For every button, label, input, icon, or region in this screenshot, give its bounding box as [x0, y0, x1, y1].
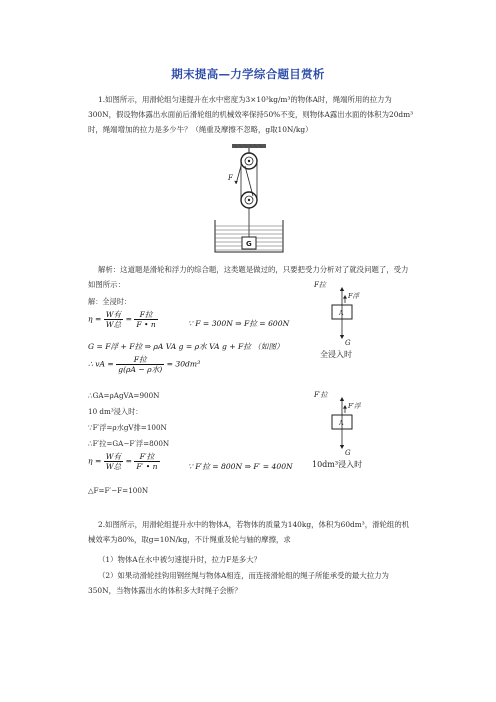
svg-text:全浸入时: 全浸入时 — [320, 350, 352, 359]
pull-force-result-1: ∵ F = 300N ⇒ F拉 = 600N — [188, 319, 290, 328]
force-increase-result: △F=F′−F=100N — [88, 486, 149, 495]
pull-force-result-2: ∵ F′拉 = 800N ⇒ F′ = 400N — [188, 462, 293, 471]
weight-result: ∴GA=ρAgVA=900N — [88, 391, 160, 400]
solution-heading: 解：全浸时： — [88, 297, 132, 306]
svg-text:G: G — [345, 449, 351, 457]
volume-formula: ∴ vA = $\frac{\text{F拉}}{\text{g(ρA − ρ水)}}$ = 30dm³ — [88, 355, 201, 374]
svg-text:A: A — [339, 420, 344, 427]
analysis-intro: 解析：这道题是滑轮和浮力的综合题，这类题是做过的，只要把受力分析对了就没问题了，受力如图所示： — [88, 265, 409, 289]
svg-text:F′浮: F′浮 — [348, 402, 361, 410]
force-diagram-partial — [312, 389, 396, 473]
page-title: 期末提高—力学综合题目赏析 — [171, 67, 325, 81]
svg-text:F′拉: F′拉 — [314, 391, 328, 399]
buoyancy-result: ∵F′浮=ρ水gV排=100N — [88, 423, 167, 432]
force-balance-formula: G = F浮 + F拉 ⇒ ρA VA g = ρ水 VA g + F拉 （如图） — [88, 342, 284, 351]
efficiency-formula-2: η = $\frac{\text{W有}}{\text{W总}}$ = $\frac{\text{F′拉}}{F' • n}$ — [88, 452, 158, 471]
pull-result-2: ∴F′拉=GA−F′浮=800N — [88, 439, 170, 448]
svg-text:F拉: F拉 — [314, 281, 326, 289]
efficiency-formula-1: η = $\frac{\text{W有}}{\text{W总}}$ = $\frac{\text{F拉}}{F • n}$ — [88, 310, 156, 329]
svg-text:G: G — [246, 240, 252, 248]
force-diagram-full — [312, 279, 392, 363]
force-F-label: F — [228, 174, 233, 182]
question-1-text: 1.如图所示，用滑轮组匀速提升在水中密度为3×10³kg/m³的物体A时，绳端所用的拉力为300N，假设物体露出水面前后滑轮组的机械效率保持50%不变，则物体A露出水面的体积为20dm³时，绳端增加的拉力是多少牛？（绳重及摩擦不忽略，g取10N/kg） — [88, 95, 414, 134]
partial-immersion-heading: 10 dm³浸入时： — [88, 407, 143, 416]
svg-text:10dm³浸入时: 10dm³浸入时 — [312, 460, 363, 469]
svg-text:F浮: F浮 — [348, 292, 360, 300]
svg-text:G: G — [345, 339, 351, 347]
question-2-text: 2.如图所示，用滑轮组提升水中的物体A，若物体的质量为140kg，体积为60dm³，滑轮组的机械效率为80%，取g=10N/kg，不计绳重及轮与轴的摩擦，求 — [88, 520, 410, 544]
question-2-part-1: （1）物体A在水中被匀速提升时，拉力F是多大？ — [98, 555, 261, 564]
svg-text:A: A — [339, 310, 344, 317]
pulley-tank-figure — [212, 144, 288, 256]
question-2-part-2: （2）如果动滑轮挂钩用钢丝绳与物体A相连，而连接滑轮组的绳子所能承受的最大拉力为350N，当物体露出水的体积多大时绳子会断？ — [88, 571, 389, 595]
